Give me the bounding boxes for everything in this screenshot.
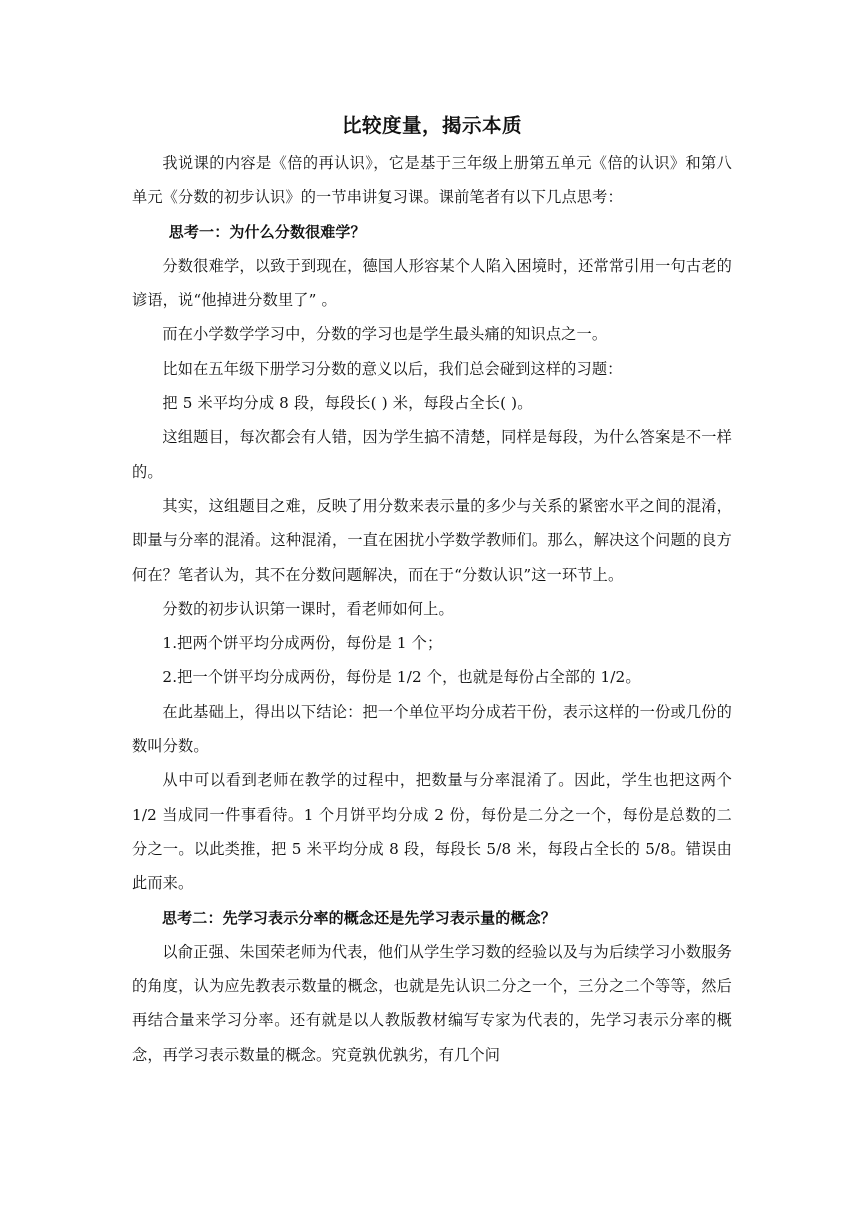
paragraph: 从中可以看到老师在教学的过程中，把数量与分率混淆了。因此，学生也把这两个 1/2 当成同一件事看待。1 个月饼平均分成 2 份，每份是二分之一个，每份是总数的二分之一。以此类推，把 5 米平均分成 8 段，每段长 5/8 米，每段占全长的 5/8。错误由此而来。 (132, 771, 732, 893)
paragraph: 以俞正强、朱国荣老师为代表，他们从学生学习数的经验以及与为后续学习小数服务的角度，认为应先教表示数量的概念，也就是先认识二分之一个，三分之二个等等，然后再结合量来学习分率。还有就是以人教版教材编写专家为代表的，先学习表示分率的概念，再学习表示数量的概念。究竟孰优孰劣，有几个问 (132, 942, 732, 1064)
document-title: 比较度量，揭示本质 (341, 114, 522, 137)
paragraph: 而在小学数学学习中，分数的学习也是学生最头痛的知识点之一。 (162, 325, 608, 344)
paragraph: 其实，这组题目之难，反映了用分数来表示量的多少与关系的紧密水平之间的混淆，即量与分率的混淆。这种混淆，一直在困扰小学数学教师们。那么，解决这个问题的良方何在？笔者认为，其不在分数问题解决，而在于“分数认识”这一环节上。 (132, 496, 732, 584)
paragraph: 比如在五年级下册学习分数的意义以后，我们总会碰到这样的习题： (162, 359, 623, 378)
section-heading-1: 思考一：为什么分数很难学？ (168, 222, 366, 241)
paragraph: 在此基础上，得出以下结论：把一个单位平均分成若干份，表示这样的一份或几份的数叫分数。 (132, 702, 732, 756)
paragraph: 分数很难学，以致于到现在，德国人形容某个人陷入困境时，还常常引用一句古老的谚语，说“他掉进分数里了” 。 (132, 256, 732, 310)
paragraph-intro: 我说课的内容是《倍的再认识》，它是基于三年级上册第五单元《倍的认识》和第八单元《分数的初步认识》的一节串讲复习课。课前笔者有以下几点思考： (132, 154, 732, 207)
list-item: 2.把一个饼平均分成两份，每份是 1/2 个，也就是每份占全部的 1/2。 (162, 668, 641, 687)
list-item: 1.把两个饼平均分成两份，每份是 1 个； (162, 634, 443, 653)
document-page (132, 112, 732, 1072)
paragraph: 这组题目，每次都会有人错，因为学生搞不清楚，同样是每段，为什么答案是不一样的。 (132, 428, 732, 481)
paragraph: 分数的初步认识第一课时，看老师如何上。 (162, 599, 454, 618)
section-heading-2: 思考二：先学习表示分率的概念还是先学习表示量的概念？ (162, 908, 556, 927)
exercise-line: 把 5 米平均分成 8 段，每段长( ) 米，每段占全长( )。 (162, 394, 533, 413)
